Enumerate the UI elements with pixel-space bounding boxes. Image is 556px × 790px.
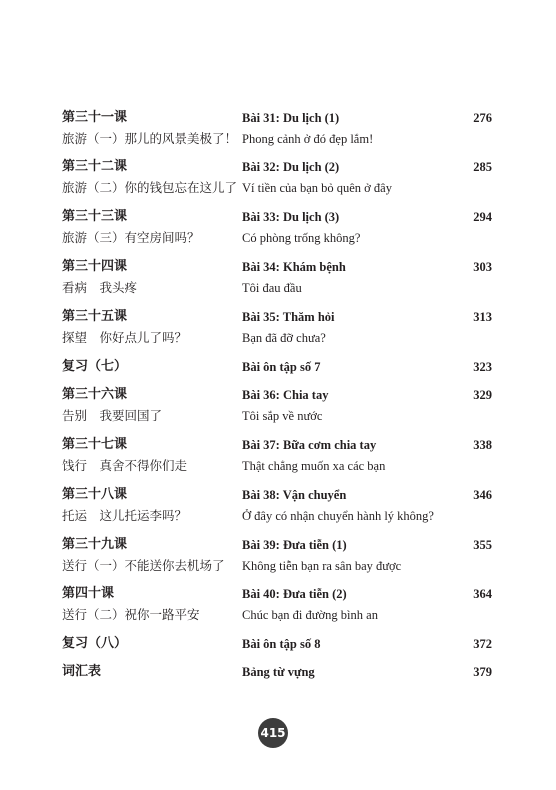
vietnamese-lesson-subtitle: Bạn đã đỡ chưa? [242,331,326,345]
chinese-lesson-title: 第三十一课 [62,110,128,125]
vietnamese-lesson-subtitle: Tôi sắp về nước [242,409,323,423]
chinese-lesson-title: 第三十二课 [62,159,128,174]
chinese-lesson-subtitle: 旅游（三）有空房间吗？ [62,230,200,245]
chinese-lesson-subtitle: 饯行 真舍不得你们走 [62,458,188,473]
chinese-lesson-subtitle: 旅游（一）那儿的风景美极了！ [62,131,238,146]
vietnamese-lesson-title: Bài 34: Khám bệnh [242,260,346,274]
chinese-lesson-subtitle: 送行（一）不能送你去机场了 [62,558,225,573]
chinese-lesson-title: 第三十九课 [62,537,128,552]
vietnamese-lesson-title: Bài 33: Du lịch (3) [242,210,340,224]
page-number: 355 [473,538,492,552]
vietnamese-lesson-subtitle: Ví tiền của bạn bỏ quên ở đây [242,181,392,195]
vietnamese-lesson-title: Bài 37: Bữa cơm chia tay [242,438,377,452]
vietnamese-lesson-subtitle: Thật chẳng muốn xa các bạn [242,459,386,473]
vietnamese-lesson-subtitle: Ở đây có nhận chuyển hành lý không? [242,509,434,523]
chinese-lesson-subtitle: 托运 这儿托运李吗？ [62,508,188,523]
vietnamese-lesson-title: Bài 36: Chia tay [242,388,329,402]
page-number: 313 [473,310,492,324]
vietnamese-lesson-title: Bài ôn tập số 7 [242,360,321,374]
page-number: 379 [473,665,492,679]
vietnamese-lesson-title: Bài 39: Đưa tiễn (1) [242,538,347,552]
vietnamese-lesson-title: Bài 31: Du lịch (1) [242,111,340,125]
chinese-lesson-subtitle: 探望 你好点儿了吗？ [62,330,188,345]
chinese-lesson-title: 第三十六课 [62,387,128,402]
chinese-lesson-title: 词汇表 [62,664,102,679]
chinese-lesson-subtitle: 旅游（二）你的钱包忘在这儿了 [62,180,238,195]
page-number: 323 [473,360,492,374]
vietnamese-lesson-subtitle: Không tiễn bạn ra sân bay được [242,559,402,573]
page-number: 364 [473,587,492,601]
vietnamese-lesson-title: Bài 32: Du lịch (2) [242,160,340,174]
vietnamese-lesson-subtitle: Có phòng trống không? [242,231,361,245]
page-number: 276 [473,111,492,125]
chinese-lesson-subtitle: 告别 我要回国了 [62,408,163,423]
chinese-lesson-title: 复习（七） [62,359,128,374]
chinese-lesson-title: 复习（八） [62,636,128,651]
vietnamese-lesson-title: Bài 38: Vận chuyển [242,488,347,502]
chinese-lesson-title: 第三十七课 [62,437,128,452]
vietnamese-lesson-title: Bài 35: Thăm hỏi [242,310,335,324]
chinese-lesson-title: 第三十八课 [62,487,128,502]
page-number: 303 [473,260,492,274]
vietnamese-lesson-title: Bảng từ vựng [242,665,315,679]
chinese-lesson-title: 第三十三课 [62,209,128,224]
vietnamese-lesson-title: Bài ôn tập số 8 [242,637,321,651]
chinese-lesson-subtitle: 看病 我头疼 [62,280,138,295]
vietnamese-lesson-subtitle: Tôi đau đầu [242,281,302,295]
page-number: 285 [473,160,492,174]
page-number: 346 [473,488,492,502]
chinese-lesson-title: 第三十五课 [62,309,128,324]
page-number: 338 [473,438,492,452]
chinese-lesson-title: 第四十课 [62,586,115,601]
vietnamese-lesson-title: Bài 40: Đưa tiễn (2) [242,587,347,601]
page-number: 329 [473,388,492,402]
page-number: 372 [473,637,492,651]
page-number: 294 [473,210,492,224]
page-number-badge: 415 [258,718,288,748]
chinese-lesson-subtitle: 送行（二）祝你一路平安 [62,607,200,622]
chinese-lesson-title: 第三十四课 [62,259,128,274]
vietnamese-lesson-subtitle: Phong cảnh ở đó đẹp lắm! [242,132,374,146]
vietnamese-lesson-subtitle: Chúc bạn đi đường bình an [242,608,378,622]
